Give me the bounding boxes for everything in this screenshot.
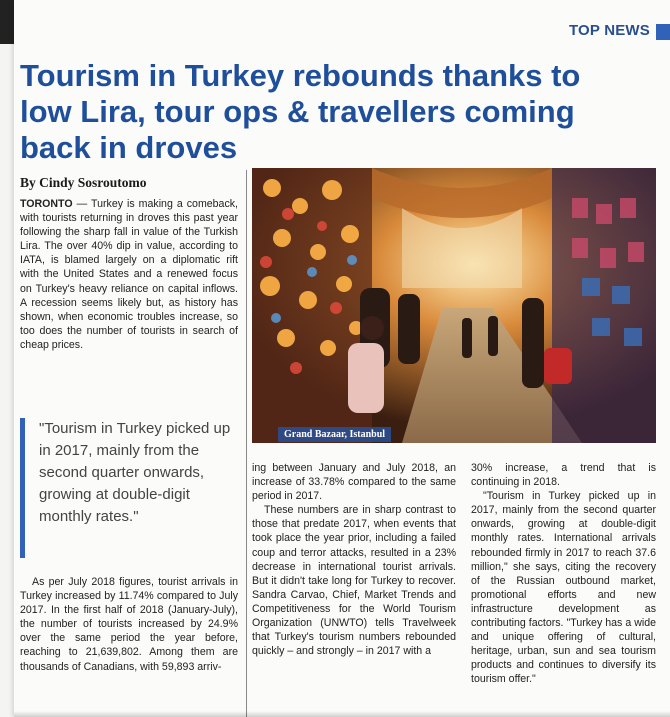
paragraph-3: These numbers are in sharp contrast to those that predate 2017, when events that took place the year prior, including a failed coup and terror attacks, resulted in a 23% decrease in international tourist arrivals. But it didn't take long for Turkey to recover. Sandra Carvao, Chief, Market Trends and Competitiveness for the World Tourism Organization (UNWTO) tells Travelweek that Turkey's tourism numbers rebounded quickly – and strongly – in 2017 with a [252,504,456,658]
article-headline: Tourism in Turkey rebounds thanks to low Lira, tour ops & travellers coming back in droves [20,58,581,165]
article-byline: By Cindy Sosroutomo [20,175,147,190]
paragraph-2-continued: ing between January and July 2018, an increase of 33.78% compared to the same period in 2017. [252,462,456,503]
article-column-1-bottom [20,575,238,674]
bazaar-illustration [252,168,656,443]
pull-quote-text: "Tourism in Turkey picked up in 2017, mainly from the second quarter onwards, growing at double-digit monthly rates." [39,420,231,525]
article-column-2 [252,461,456,658]
photo-caption: Grand Bazaar, Istanbul [278,427,391,442]
grand-bazaar-photo [252,168,656,443]
page-bottom-shadow [14,711,670,717]
dateline: TORONTO [20,198,73,210]
section-marker [656,24,670,40]
article-column-3 [471,461,656,687]
paragraph-4: "Tourism in Turkey picked up in 2017, mainly from the second quarter onwards, growing at double-digit monthly rates. International arrivals rebounded firmly in 2017 to reach 37.6 million," she says, citing the recovery of the Russian outbound market, promotional efforts and new infrastructure development as contributing factors. "Turkey has a wide and unique offering of cultural, heritage, urban, sun and sea tourism products and continues to diversify its tourism offer." [471,490,656,686]
article-column-1 [20,197,238,352]
section-label: TOP NEWS [568,22,650,39]
paragraph-1: — Turkey is making a comeback, with tourists returning in droves this past year following the sharp fall in value of the Turkish Lira. The over 40% dip in value, according to IATA, is blamed largely on a diplomatic rift with the United States and a renewed focus on Turkey's heavy reliance on capital inflows. A recession seems likely but, as history has shown, when economic troubles increase, so too does the number of tourists in search of cheap prices. [20,198,238,351]
column-divider [246,170,247,717]
pull-quote [20,418,235,558]
paragraph-2: As per July 2018 figures, tourist arrivals in Turkey increased by 11.74% compared to July 2017. In the first half of 2018 (January-July), the number of tourists increased by 24.9% over the same period the year before, reaching to 21,639,802. Among them are thousands of Canadians, with 59,893 arriv- [20,576,238,673]
paragraph-3-continued: 30% increase, a trend that is continuing in 2018. [471,462,656,489]
